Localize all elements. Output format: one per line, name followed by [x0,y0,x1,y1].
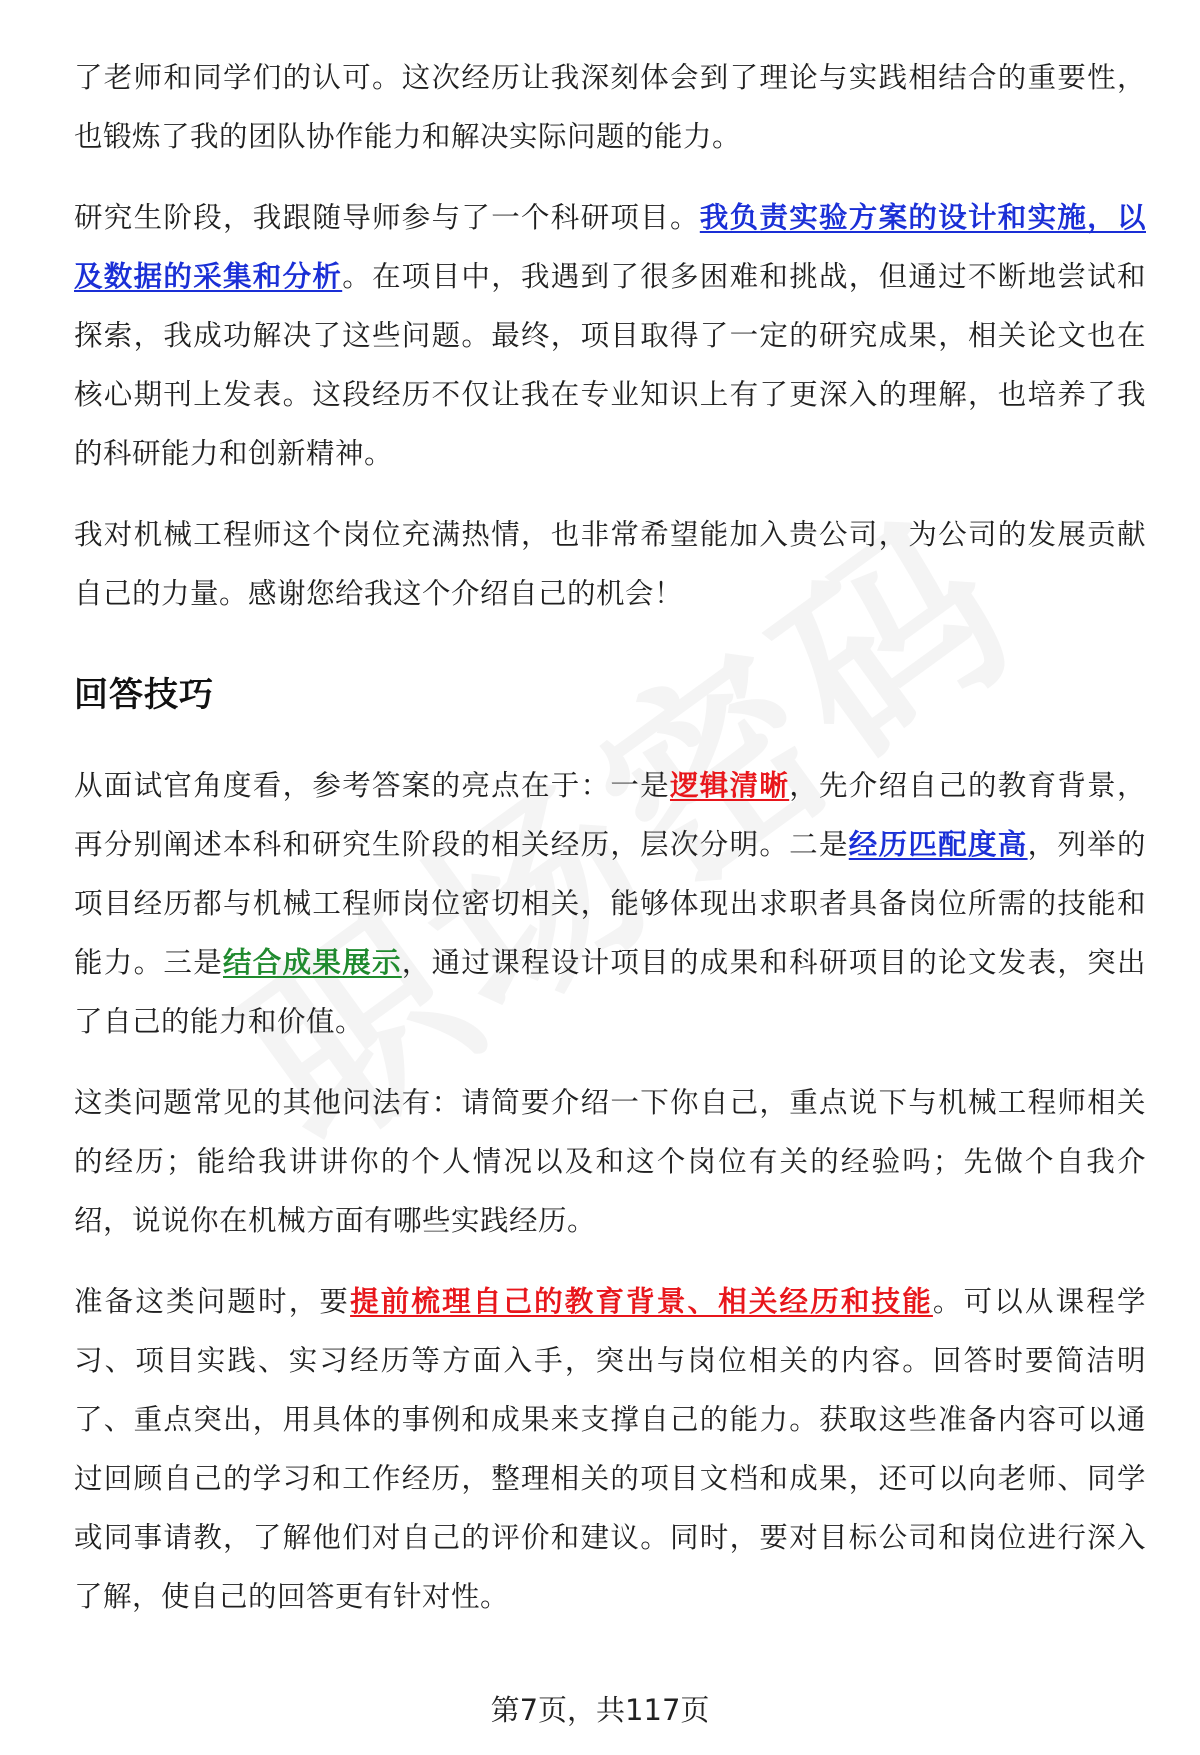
document-page [74,48,1146,1626]
paragraph-text: ，列举的项目经历都与机械工程师岗位密切相关，能够体现出求职者具备岗位所需的技能和能力。三是 [74,828,1146,979]
page-number: 第7页，共117页 [490,1693,710,1727]
paragraph-text: 研究生阶段，我跟随导师参与了一个科研项目。 [74,201,700,234]
paragraph-graduate [74,188,1146,483]
highlight-red: 逻辑清晰 [669,769,790,802]
paragraph-tips-highlights [74,756,1146,1051]
section-heading: 回答技巧 [74,675,214,715]
highlight-green: 结合成果展示 [223,946,402,979]
paragraph-text: ，通过课程设计项目的成果和科研项目的论文发表，突出了自己的能力和价值。 [74,946,1146,1038]
paragraph-text: 。在项目中，我遇到了很多困难和挑战，但通过不断地尝试和探索，我成功解决了这些问题。最终，项目取得了一定的研究成果，相关论文也在核心期刊上发表。这段经历不仅让我在专业知识上有了更深入的理解，也培养了我的科研能力和创新精神。 [74,260,1146,470]
highlight-red: 提前梳理自己的教育背景、相关经历和技能 [350,1285,933,1318]
paragraph-text: 。可以从课程学习、项目实践、实习经历等方面入手，突出与岗位相关的内容。回答时要简洁明了、重点突出，用具体的事例和成果来支撑自己的能力。获取这些准备内容可以通过回顾自己的学习和工作经历，整理相关的项目文档和成果，还可以向老师、同学或同事请教，了解他们对自己的评价和建议。同时，要对目标公司和岗位进行深入了解，使自己的回答更有针对性。 [74,1285,1146,1613]
paragraph-preparation [74,1272,1146,1626]
paragraph-alternative-questions: 这类问题常见的其他问法有：请简要介绍一下你自己，重点说下与机械工程师相关的经历；能给我讲讲你的个人情况以及和这个岗位有关的经验吗；先做个自我介绍，说说你在机械方面有哪些实践经历。 [74,1086,1146,1237]
paragraph-text: 从面试官角度看，参考答案的亮点在于：一是 [74,769,670,802]
highlight-blue: 我负责实验方案的设计和实施，以及数据的采集和分析 [74,201,1146,293]
paragraph-undergrad-end: 了老师和同学们的认可。这次经历让我深刻体会到了理论与实践相结合的重要性，也锻炼了我的团队协作能力和解决实际问题的能力。 [74,61,1146,153]
highlight-blue: 经历匹配度高 [848,828,1028,861]
paragraph-closing: 我对机械工程师这个岗位充满热情，也非常希望能加入贵公司，为公司的发展贡献自己的力量。感谢您给我这个介绍自己的机会！ [74,518,1146,610]
paragraph-text: ，先介绍自己的教育背景，再分别阐述本科和研究生阶段的相关经历，层次分明。二是 [74,769,1146,861]
paragraph-text: 准备这类问题时，要 [74,1285,351,1318]
